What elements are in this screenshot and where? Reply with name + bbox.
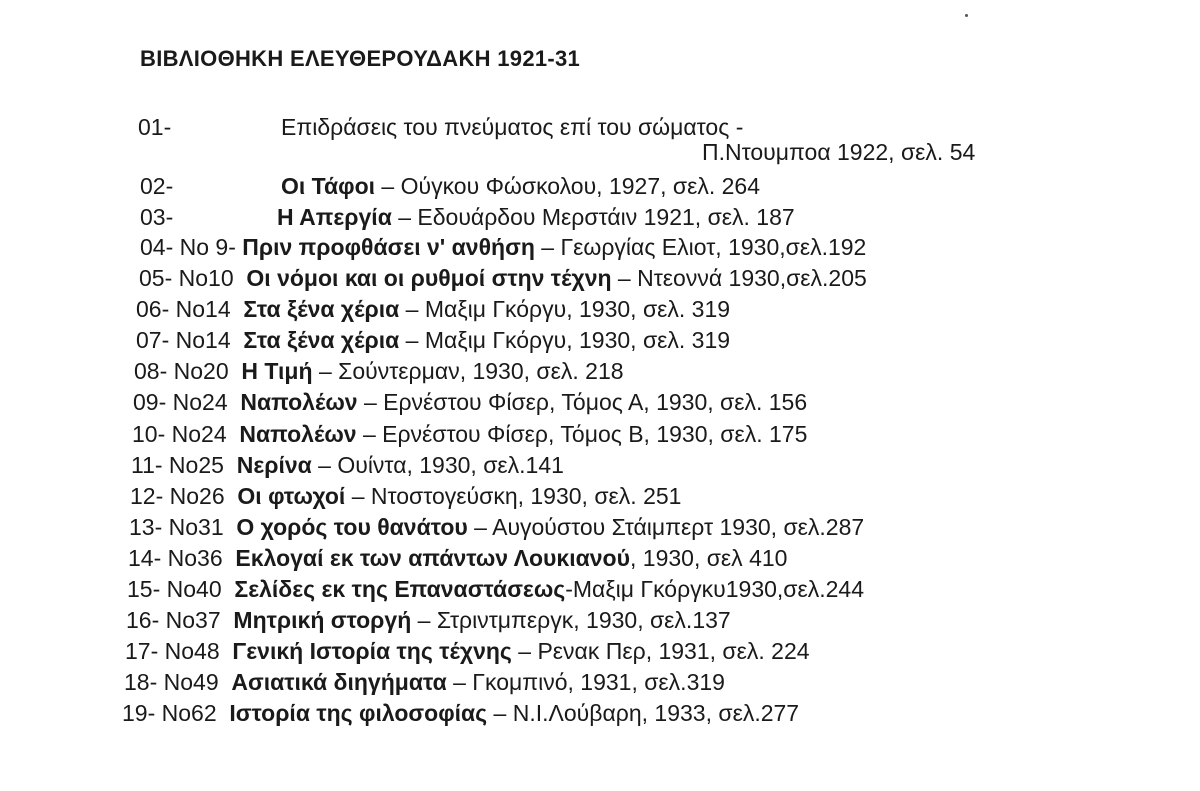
entry-title: Νερίνα <box>236 452 312 478</box>
list-item <box>133 388 807 416</box>
scan-speck <box>965 14 968 17</box>
entry-title: Εκλογαί εκ των απάντων Λουκιανού <box>235 545 630 571</box>
list-item <box>281 172 760 200</box>
entry-title: Σελίδες εκ της Επαναστάσεως <box>234 576 566 602</box>
entry-author-details: – Στριντμπεργκ, 1930, σελ.137 <box>411 607 731 633</box>
list-item <box>127 575 864 603</box>
entry-author-details: – Ερνέστου Φίσερ, Τόμος Β, 1930, σελ. 175 <box>356 421 808 447</box>
entry-author-details: – Ν.Ι.Λούβαρη, 1933, σελ.277 <box>487 700 800 726</box>
entry-title: Η Τιμή <box>241 358 313 384</box>
entry-author-details: – Σούντερμαν, 1930, σελ. 218 <box>312 358 624 384</box>
list-item <box>130 482 681 510</box>
entry-author-details: – Αυγούστου Στάιμπερτ 1930, σελ.287 <box>467 514 865 540</box>
entry-title: Επιδράσεις του πνεύματος επί του σώματος - <box>281 114 744 140</box>
entry-number: 06- Νο14 <box>136 296 231 322</box>
entry-author-details: – Μαξιμ Γκόργυ, 1930, σελ. 319 <box>399 327 731 353</box>
entry-number: 01- <box>138 114 172 140</box>
list-item <box>131 451 564 479</box>
entry-title: Οι φτωχοί <box>237 483 346 509</box>
entry-author-details: , 1930, σελ 410 <box>630 545 788 571</box>
list-item <box>139 264 867 292</box>
entry-number: 10- Νο24 <box>132 421 227 447</box>
entry-title: Στα ξένα χέρια <box>243 327 400 353</box>
list-item <box>134 357 624 385</box>
entry-number: 12- Νο26 <box>130 483 225 509</box>
entry-title: Ο χορός του θανάτου <box>236 514 468 540</box>
entry-number: 07- Νο14 <box>136 327 231 353</box>
entry-author-details: Π.Ντουμποα 1922, σελ. 54 <box>702 139 976 165</box>
entry-author-details: – Μαξιμ Γκόργυ, 1930, σελ. 319 <box>399 296 731 322</box>
entry-author-details: – Ρενακ Περ, 1931, σελ. 224 <box>511 638 810 664</box>
entry-title: Στα ξένα χέρια <box>243 296 400 322</box>
entry-number: 05- Νο10 <box>139 265 234 291</box>
entry-title: Ναπολέων <box>239 421 357 447</box>
list-item <box>128 544 787 572</box>
entry-number: 04- Νο 9- <box>140 234 236 260</box>
list-item <box>125 637 810 665</box>
entry-number: 15- Νο40 <box>127 576 222 602</box>
entry-number: 09- Νο24 <box>133 389 228 415</box>
entry-title: Ιστορία της φιλοσοφίας <box>229 700 488 726</box>
list-item <box>277 203 795 231</box>
entry-author-details: – Ντοστογεύσκη, 1930, σελ. 251 <box>345 483 682 509</box>
entry-author-details: – Ουίντα, 1930, σελ.141 <box>311 452 564 478</box>
entry-title: Ασιατικά διηγήματα <box>231 669 447 695</box>
entry-title: Μητρική στοργή <box>233 607 412 633</box>
entry-author-details: – Γεωργίας Ελιοτ, 1930,σελ.192 <box>534 234 867 260</box>
entry-author-details: – Ερνέστου Φίσερ, Τόμος Α, 1930, σελ. 156 <box>357 389 808 415</box>
list-item <box>122 699 799 727</box>
entry-author-details: – Ντεοννά 1930,σελ.205 <box>611 265 867 291</box>
entry-title: Γενική Ιστορία της τέχνης <box>232 638 512 664</box>
entry-number: 17- Νο48 <box>125 638 220 664</box>
entry-author-details: -Μαξιμ Γκόργκυ1930,σελ.244 <box>565 576 865 602</box>
entry-number: 03- <box>140 204 174 230</box>
entry-number: 19- Νο62 <box>122 700 217 726</box>
list-item <box>140 233 866 261</box>
entry-number: 13- Νο31 <box>129 514 224 540</box>
entry-number: 08- Νο20 <box>134 358 229 384</box>
entry-number: 16- Νο37 <box>126 607 221 633</box>
entry-title: Ναπολέων <box>240 389 358 415</box>
entry-number: 18- Νο49 <box>124 669 219 695</box>
list-item <box>124 668 725 696</box>
entry-title: Οι Τάφοι <box>281 173 376 199</box>
entry-number: 14- Νο36 <box>128 545 223 571</box>
entry-author-details: – Γκομπινό, 1931, σελ.319 <box>446 669 725 695</box>
entry-author-details: – Εδουάρδου Μερστάιν 1921, σελ. 187 <box>391 204 795 230</box>
entry-number: 11- Νο25 <box>131 452 224 478</box>
list-item <box>126 606 731 634</box>
list-item <box>136 326 730 354</box>
entry-title: Οι νόμοι και οι ρυθμοί στην τέχνη <box>246 265 612 291</box>
list-item <box>136 295 730 323</box>
entry-title: Η Απεργία <box>277 204 392 230</box>
entry-title: Πριν προφθάσει ν' ανθήση <box>242 234 535 260</box>
entry-author-details: – Ούγκου Φώσκολου, 1927, σελ. 264 <box>375 173 760 199</box>
entry-number: 02- <box>140 173 174 199</box>
list-item <box>129 513 864 541</box>
list-item <box>132 420 807 448</box>
page-title: ΒΙΒΛΙΟΘΗΚΗ ΕΛΕΥΘΕΡΟΥΔΑΚΗ 1921-31 <box>140 46 581 71</box>
